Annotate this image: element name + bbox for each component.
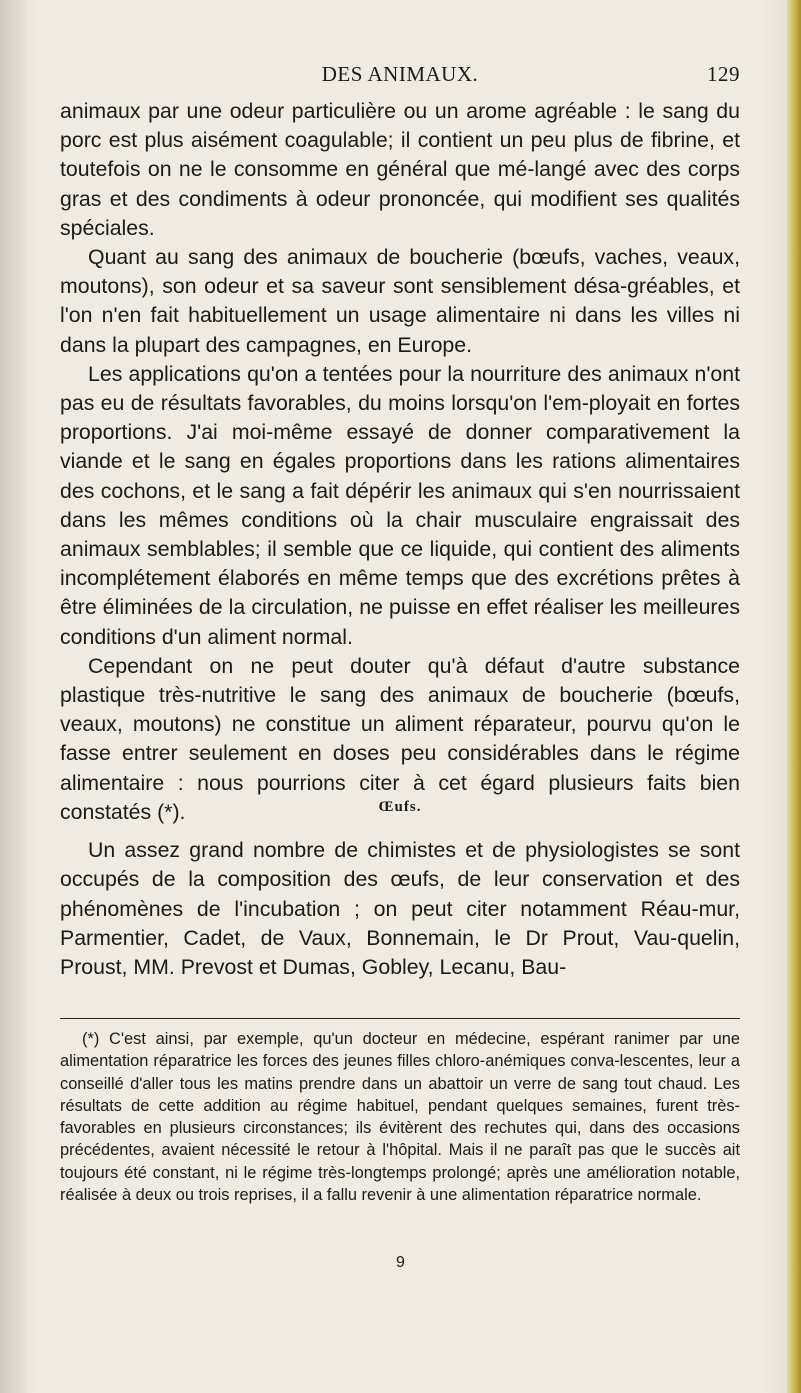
main-text-upper [60,97,740,827]
page-gutter [0,0,26,1393]
paragraph: Les applications qu'on a tentées pour la nourriture des animaux n'ont pas eu de résultats favorables, du moins lorsqu'on l'em-ployait en fortes proportions. J'ai moi-même essayé de donner comparativement la viande et le sang en égales proportions dans les rations alimentaires des cochons, et le sang a fait dépérir les animaux qui s'en nourrissaient dans les mêmes conditions où la chair musculaire engraissait des animaux semblables; il semble que ce liquide, qui contient des aliments incomplétement élaborés en même temps que des excrétions prêtes à être éliminées de la circulation, ne puisse en effet réaliser les meilleures conditions d'un aliment normal. [60,361,740,649]
footnote [60,1028,740,1206]
page-number: 129 [707,62,740,86]
paragraph: Quant au sang des animaux de boucherie (bœufs, vaches, veaux, moutons), son odeur et sa saveur sont sensiblement désa-gréables, et l'on n'en fait habituellement un usage alimentaire ni dans les villes ni dans la plupart des campagnes, en Europe. [60,245,740,357]
main-text-lower [60,799,740,982]
footnote-text: (*) C'est ainsi, par exemple, qu'un docteur en médecine, espérant ranimer par une alimentation réparatrice les forces des jeunes filles chloro-anémiques conva-lescentes, leur a conseillé d'aller tous les matins prendre dans un abattoir un verre de sang tout chaud. Les résultats de cette addition au régime habituel, pendant quelques semaines, furent très-favorables en plusieurs circonstances; ils évitèrent des rechutes qui, dans des occasions précédentes, avaient nécessité le retour à l'hôpital. Mais il ne paraît pas que le succès ait toujours été constant, ni le régime très-longtemps prolongé; après une amélioration notable, réalisée à deux ou trois reprises, il a fallu revenir à une alimentation réparatrice normale. [60,1030,740,1205]
signature-mark: 9 [396,1254,405,1271]
paragraph: Un assez grand nombre de chimistes et de physiologistes se sont occupés de la composition des œufs, de leur conservation et des phénomènes de l'incubation ; on peut citer notamment Réau-mur, Parmentier, Cadet, de Vaux, Bonnemain, le Dr Prout, Vau-quelin, Proust, MM. Prevost et Dumas, Gobley, Lecanu, Bau- [60,838,740,980]
section-heading: Œufs. [378,799,422,815]
page-edge-gilt [787,0,801,1393]
running-header [60,62,740,90]
paragraph: Cependant on ne peut douter qu'à défaut d'autre substance plastique très-nutritive le sang des animaux de boucherie (bœufs, veaux, moutons) ne constitue un aliment réparateur, pourvu qu'on le fasse entrer seulement en doses peu considérables dans le régime alimentaire : nous pourrions citer à cet égard plusieurs faits bien constatés (*). [60,653,740,824]
paragraph: animaux par une odeur particulière ou un arome agréable : le sang du porc est plus aisément coagulable; il contient un peu plus de fibrine, et toutefois on ne le consomme en général que mé-langé avec des corps gras et des condiments à odeur prononcée, qui modifient ses qualités spéciales. [60,99,740,240]
running-title: DES ANIMAUX. [321,62,479,86]
footnote-rule [60,1018,740,1019]
